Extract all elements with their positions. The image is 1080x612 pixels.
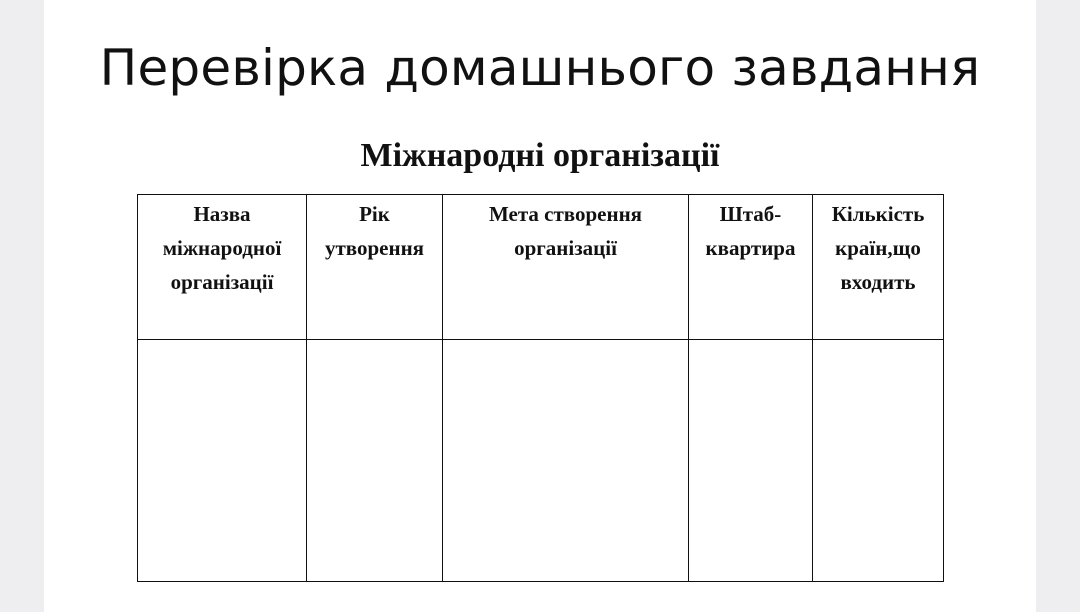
header-purpose: Мета створення організації: [443, 195, 689, 340]
table-cell[interactable]: [813, 340, 944, 582]
header-year-founded: Рік утворення: [307, 195, 443, 340]
table-cell[interactable]: [307, 340, 443, 582]
slide-title: Перевірка домашнього завдання: [99, 39, 981, 97]
header-headquarters: Штаб-квартира: [689, 195, 813, 340]
table-header-row: [138, 195, 944, 340]
table-title: Міжнародні організації: [360, 137, 720, 174]
table-cell[interactable]: [689, 340, 813, 582]
table-cell[interactable]: [138, 340, 307, 582]
header-member-count: Кількість країн,що входить: [813, 195, 944, 340]
table-row: [138, 340, 944, 582]
header-org-name: Назва міжнародної організації: [138, 195, 307, 340]
table-cell[interactable]: [443, 340, 689, 582]
slide: [44, 0, 1036, 612]
organizations-table: [137, 194, 944, 582]
